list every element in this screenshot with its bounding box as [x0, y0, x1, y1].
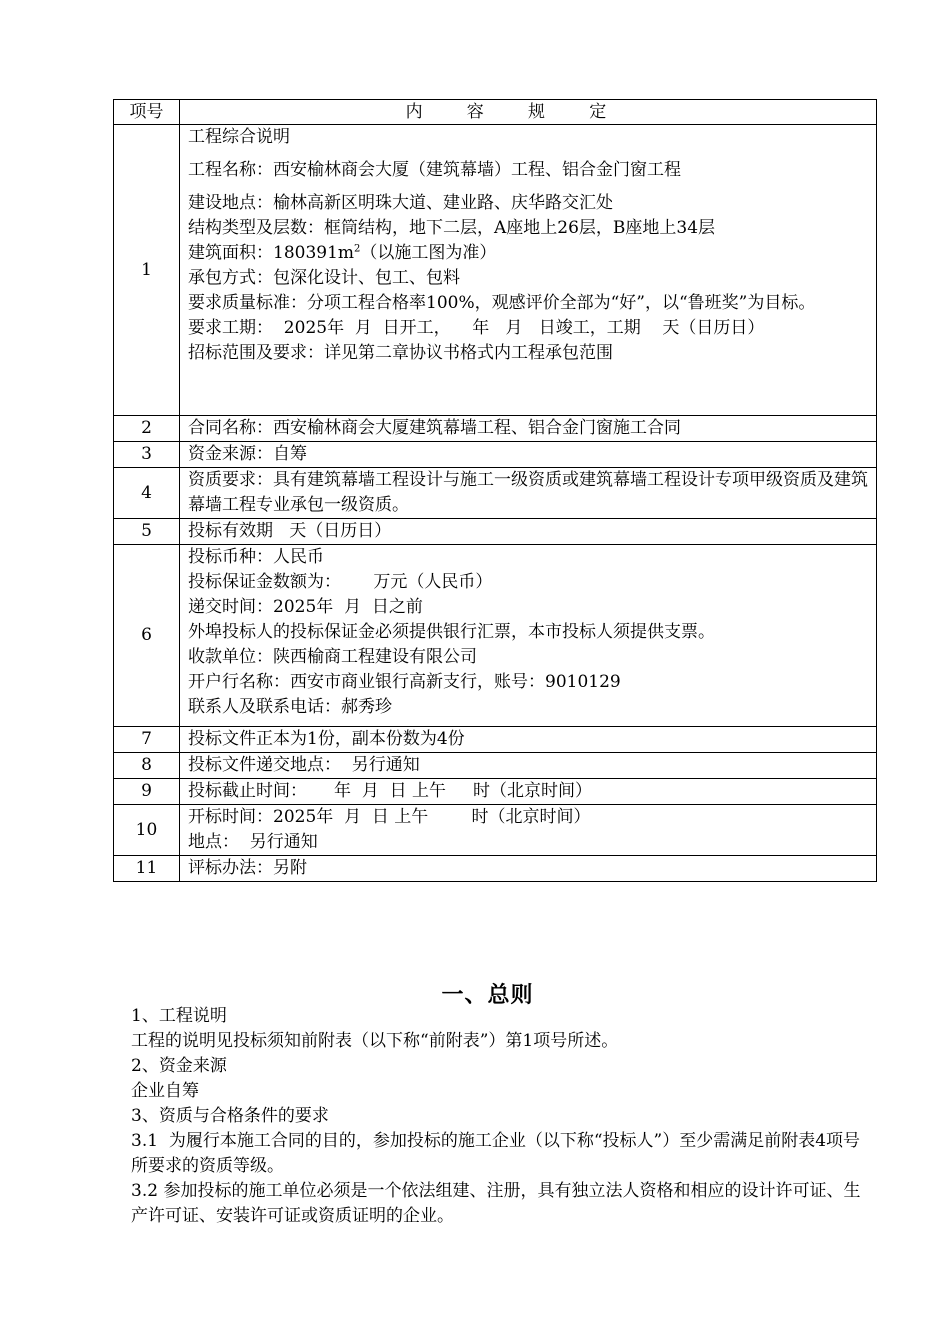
table-row	[114, 519, 877, 545]
table-row	[114, 416, 877, 442]
content-line: 工程名称：西安榆林商会大厦（建筑幕墙）工程、铝合金门窗工程	[188, 160, 681, 180]
content-line: 投标文件递交地点： 另行通知	[188, 755, 420, 775]
section-body	[131, 1004, 861, 1229]
content-line: 结构类型及层数：框筒结构，地下二层，A座地上26层，B座地上34层	[188, 218, 716, 238]
table-row	[114, 805, 877, 856]
content-line: 开标时间：2025年 月 日 上午 时（北京时间）	[188, 807, 591, 827]
row-content	[180, 442, 877, 468]
content-line: 要求工期： 2025年 月 日开工， 年 月 日竣工，工期 天（日历日）	[188, 318, 765, 338]
content-line	[188, 241, 876, 266]
paragraph: 企业自筹	[131, 1081, 199, 1101]
row-content	[180, 468, 877, 519]
content-line: 外埠投标人的投标保证金必须提供银行汇票，本市投标人须提供支票。	[188, 622, 715, 642]
content-line: 开户行名称：西安市商业银行高新支行，账号：9010129	[188, 672, 621, 692]
table-row	[114, 545, 877, 727]
table-row	[114, 727, 877, 753]
content-line: 投标文件正本为1份，副本份数为4份	[188, 729, 465, 749]
content-line: 投标币种：人民币	[188, 547, 324, 567]
row-number: 10	[114, 805, 180, 856]
paragraph: 3、资质与合格条件的要求	[131, 1106, 329, 1126]
row-number: 4	[114, 468, 180, 519]
area-label: 建筑面积：180391m	[188, 243, 355, 263]
content-line: 评标办法：另附	[188, 858, 307, 878]
table-row	[114, 753, 877, 779]
table-header-row	[114, 100, 877, 125]
header-no: 项号	[114, 100, 180, 125]
content-line: 投标截止时间： 年 月 日 上午 时（北京时间）	[188, 781, 593, 801]
table-row	[114, 442, 877, 468]
content-line: 资金来源：自筹	[188, 444, 307, 464]
row-content	[180, 416, 877, 442]
row-content	[180, 753, 877, 779]
front-table	[113, 99, 877, 882]
content-line: 联系人及联系电话：郝秀珍	[188, 697, 392, 717]
content-line: 资质要求：具有建筑幕墙工程设计与施工一级资质或建筑幕墙工程设计专项甲级资质及建筑幕墙工程专业承包一级资质。	[188, 470, 868, 515]
area-superscript: 2	[354, 243, 361, 255]
table-row	[114, 856, 877, 882]
table-row	[114, 125, 877, 416]
table-row	[114, 468, 877, 519]
row-number: 8	[114, 753, 180, 779]
row-number: 3	[114, 442, 180, 468]
content-line: 承包方式：包深化设计、包工、包料	[188, 268, 460, 288]
content-line: 要求质量标准：分项工程合格率100%，观感评价全部为“好”，以“鲁班奖”为目标。	[188, 293, 816, 313]
row-content	[180, 125, 877, 416]
content-line: 递交时间：2025年 月 日之前	[188, 597, 423, 617]
row-number: 6	[114, 545, 180, 727]
content-line: 收款单位：陕西榆商工程建设有限公司	[188, 647, 477, 667]
content-line: 地点： 另行通知	[188, 832, 318, 852]
row-number: 1	[114, 125, 180, 416]
section-title: 一、总则	[441, 982, 534, 1008]
paragraph: 3.1 为履行本施工合同的目的，参加投标的施工企业（以下称“投标人”）至少需满足前附表4项号所要求的资质等级。	[131, 1131, 861, 1176]
row-content	[180, 856, 877, 882]
content-line: 投标有效期 天（日历日）	[188, 521, 392, 541]
content-line: 工程综合说明	[188, 127, 290, 147]
content-line: 招标范围及要求：详见第二章协议书格式内工程承包范围	[188, 343, 613, 363]
row-content	[180, 727, 877, 753]
row-content	[180, 805, 877, 856]
area-note: （以施工图为准）	[360, 243, 497, 263]
row-number: 5	[114, 519, 180, 545]
paragraph: 2、资金来源	[131, 1056, 227, 1076]
paragraph: 1、工程说明	[131, 1006, 227, 1026]
row-number: 11	[114, 856, 180, 882]
row-content	[180, 545, 877, 727]
paragraph: 工程的说明见投标须知前附表（以下称“前附表”）第1项号所述。	[131, 1031, 619, 1051]
content-line: 投标保证金数额为： 万元（人民币）	[188, 572, 493, 592]
row-number: 2	[114, 416, 180, 442]
paragraph: 3.2 参加投标的施工单位必须是一个依法组建、注册，具有独立法人资格和相应的设计许可证、生产许可证、安装许可证或资质证明的企业。	[131, 1181, 861, 1226]
row-number: 9	[114, 779, 180, 805]
content-line: 合同名称：西安榆林商会大厦建筑幕墙工程、铝合金门窗施工合同	[188, 418, 681, 438]
row-number: 7	[114, 727, 180, 753]
content-line: 建设地点：榆林高新区明珠大道、建业路、庆华路交汇处	[188, 193, 613, 213]
header-content: 内容规定	[180, 100, 877, 125]
row-content	[180, 779, 877, 805]
table-row	[114, 779, 877, 805]
row-content	[180, 519, 877, 545]
